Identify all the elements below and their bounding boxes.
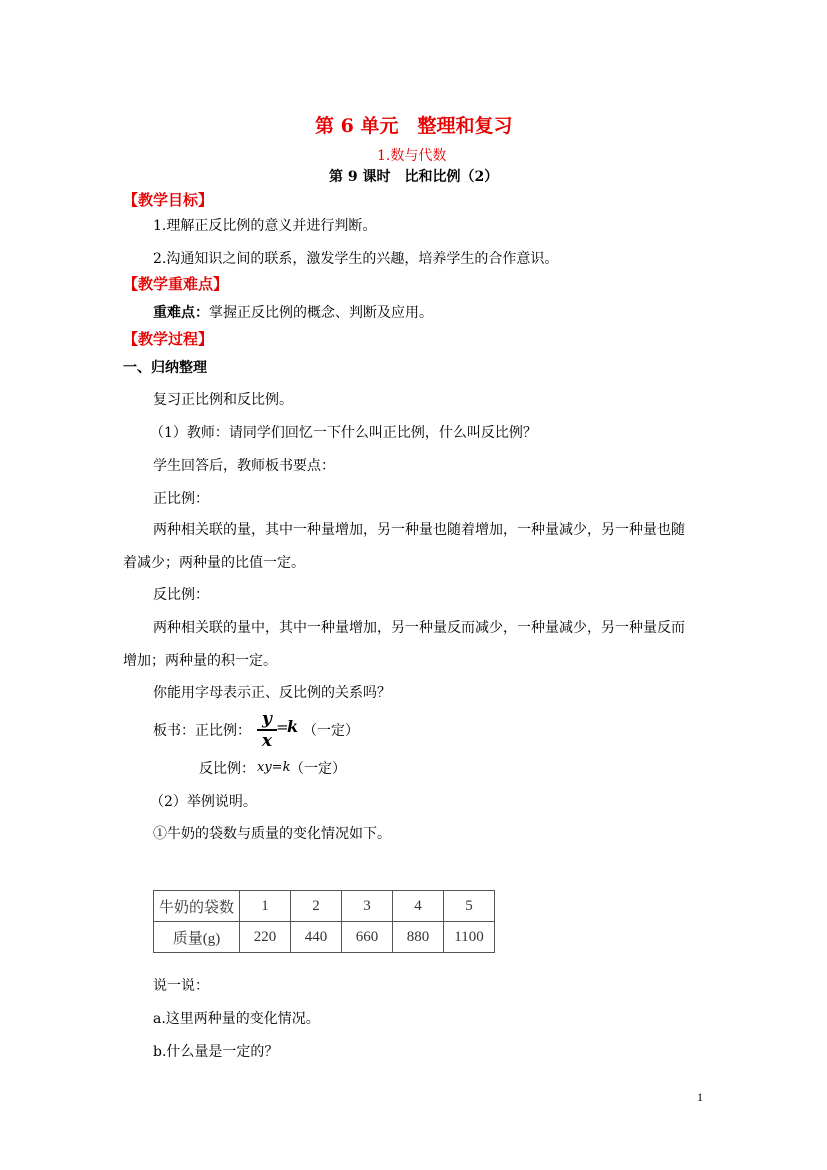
equals-sign: =	[276, 718, 289, 736]
answer-intro: 学生回答后，教师板书要点：	[153, 458, 335, 474]
table-cell: 3	[342, 891, 393, 922]
table-cell: 660	[342, 922, 393, 953]
key-points-text: 掌握正反比例的概念、判断及应用。	[209, 305, 433, 321]
direct-proportion-line-2: 着减少；两种量的比值一定。	[123, 555, 305, 571]
unit-title: 第 6 单元 整理和复习	[315, 115, 513, 137]
discuss-title: 说一说：	[153, 978, 209, 994]
milk-table	[153, 890, 495, 953]
inverse-formula: xy=k	[257, 760, 291, 775]
board-inverse-label: 反比例：	[199, 761, 255, 777]
page-number: 1	[697, 1090, 703, 1104]
goal-item-1: 1.理解正反比例的意义并进行判断。	[153, 218, 377, 234]
question-2: （2）举例说明。	[150, 794, 257, 810]
direct-proportion-label: 正比例：	[153, 491, 209, 507]
ratio-fraction	[257, 710, 277, 750]
table-cell: 220	[240, 922, 291, 953]
direct-constant-note: （一定）	[303, 723, 359, 739]
table-cell: 4	[393, 891, 444, 922]
fraction-numerator: y	[262, 709, 272, 729]
key-points-label: 重难点：	[153, 305, 209, 321]
section-title: 1.数与代数	[377, 148, 447, 164]
inverse-proportion-label: 反比例：	[153, 587, 209, 603]
letters-question: 你能用字母表示正、反比例的关系吗？	[153, 685, 391, 701]
direct-proportion-line-1: 两种相关联的量，其中一种量增加，另一种量也随着增加，一种量减少，另一种量也随	[153, 522, 685, 538]
part1-title: 一、归纳整理	[123, 360, 207, 376]
constant-k: k	[287, 717, 299, 736]
key-points-line	[153, 302, 433, 322]
table-cell: 1	[240, 891, 291, 922]
question-1: （1）教师：请同学们回忆一下什么叫正比例，什么叫反比例？	[150, 425, 537, 441]
board-label: 板书：正比例：	[153, 723, 251, 739]
table-cell: 5	[444, 891, 495, 922]
discuss-item-b: b.什么量是一定的？	[153, 1044, 279, 1060]
table-cell: 1100	[444, 922, 495, 953]
inverse-proportion-line-2: 增加；两种量的积一定。	[123, 653, 277, 669]
key-points-heading: 【教学重难点】	[123, 275, 229, 293]
table-cell: 质量(g)	[154, 922, 240, 953]
table-cell: 440	[291, 922, 342, 953]
lesson-title: 第 9 课时 比和比例（2）	[329, 169, 499, 185]
table-cell: 2	[291, 891, 342, 922]
review-line: 复习正比例和反比例。	[153, 392, 293, 408]
example-1: ①牛奶的袋数与质量的变化情况如下。	[153, 826, 391, 842]
table-cell: 牛奶的袋数	[154, 891, 240, 922]
table-row	[154, 891, 495, 922]
discuss-item-a: a.这里两种量的变化情况。	[153, 1011, 320, 1027]
table-row	[154, 922, 495, 953]
process-heading: 【教学过程】	[123, 330, 214, 348]
inverse-constant-note: （一定）	[290, 761, 346, 777]
goals-heading: 【教学目标】	[123, 191, 214, 209]
table-cell: 880	[393, 922, 444, 953]
inverse-proportion-line-1: 两种相关联的量中，其中一种量增加，另一种量反而减少，一种量减少，另一种量反而	[153, 620, 685, 636]
goal-item-2: 2.沟通知识之间的联系，激发学生的兴趣，培养学生的合作意识。	[153, 251, 559, 267]
fraction-denominator: x	[261, 730, 273, 751]
